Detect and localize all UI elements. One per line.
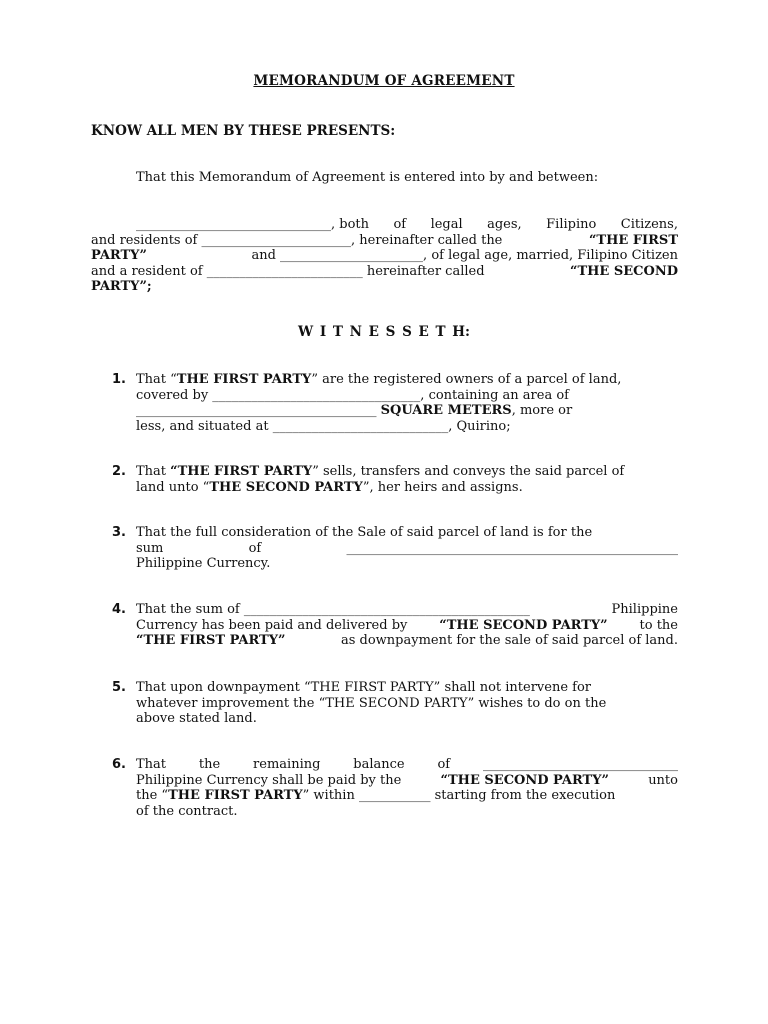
text-segment: whatever improvement the “THE SECOND PARTY” wishes to do on the [136, 695, 607, 711]
text-segment: remaining [253, 757, 321, 772]
text-segment: Filipino [546, 217, 597, 232]
clause-line [136, 773, 678, 789]
clause-number: 5. [112, 680, 126, 695]
text-segment: the [198, 757, 221, 772]
text-segment: to the [639, 617, 678, 633]
clause-line [136, 480, 678, 496]
clause-line [136, 541, 678, 557]
text-segment: and ______________________, of legal age, married, Filipino Citizen [251, 248, 678, 263]
text-segment: That “THE FIRST PARTY” sells, transfers and conveys the said parcel of [136, 464, 625, 479]
text-segment: That the sum of ____________________________________________ [136, 602, 530, 617]
clause-number: 4. [112, 602, 126, 617]
clause-item-6 [112, 757, 678, 819]
text-segment: That [136, 757, 167, 772]
clause-line [136, 602, 678, 618]
clause-line [136, 556, 678, 572]
text-segment: ___________________________________________________ [346, 540, 678, 556]
clause-item-5 [112, 680, 678, 727]
clause-line [136, 696, 678, 712]
text-segment: of the contract. [136, 803, 238, 819]
clause-number: 1. [112, 372, 126, 387]
text-segment: Philippine [611, 602, 678, 617]
bold-party-name: “THE SECOND [570, 263, 678, 279]
text-segment: Currency has been paid and delivered by [136, 617, 408, 633]
text-segment: covered by ________________________________, containing an area of [136, 387, 569, 403]
clause-line [136, 618, 678, 634]
bold-party-name: PARTY”; [91, 279, 152, 294]
text-segment: Philippine Currency shall be paid by the [136, 772, 402, 788]
text-segment: ages, [487, 217, 522, 232]
clause-line [136, 633, 678, 649]
text-segment: sum [136, 540, 164, 556]
witnesseth-heading: W I T N E S S E T H: [297, 324, 471, 340]
text-segment: of [393, 217, 407, 232]
parties-line [91, 217, 678, 233]
clause-line [136, 464, 678, 480]
clause-number: 6. [112, 757, 126, 772]
clause-line [136, 788, 678, 804]
clause-line [136, 372, 678, 388]
text-segment: less, and situated at ___________________________, Quirino; [136, 418, 511, 434]
text-segment: Philippine Currency. [136, 556, 271, 571]
text-segment: and a resident of ________________________ hereinafter called [91, 263, 485, 279]
text-segment: of [248, 540, 262, 556]
text-segment: balance [353, 757, 405, 772]
clause-item-4 [112, 602, 678, 649]
text-segment: That the full consideration of the Sale of said parcel of land is for the [136, 525, 593, 540]
text-segment: ______________________________, both [136, 217, 370, 232]
parties-paragraph [91, 217, 678, 295]
clause-line [136, 403, 678, 419]
clause-line [136, 804, 678, 820]
bold-party-name: “THE FIRST [588, 232, 678, 248]
clause-item-2 [112, 464, 678, 495]
text-segment: and residents of _______________________, hereinafter called the [91, 232, 503, 248]
clause-number: 3. [112, 525, 126, 540]
bold-party-name: “THE SECOND PARTY” [440, 772, 609, 788]
text-segment: unto [648, 772, 678, 788]
know-all-heading: KNOW ALL MEN BY THESE PRESENTS: [91, 123, 396, 139]
text-segment: above stated land. [136, 711, 257, 726]
bold-party-name: PARTY” [91, 248, 147, 263]
clause-line [136, 388, 678, 404]
clause-number: 2. [112, 464, 126, 479]
clause-item-1 [112, 372, 678, 434]
parties-line [91, 233, 678, 249]
clause-line [136, 757, 678, 773]
clause-line [136, 419, 678, 435]
parties-line [91, 264, 678, 280]
text-segment: the “THE FIRST PARTY” within ___________ starting from the execution [136, 788, 616, 803]
text-segment: Citizens, [620, 217, 678, 232]
text-segment: That upon downpayment “THE FIRST PARTY” shall not intervene for [136, 680, 591, 695]
text-segment: That “THE FIRST PARTY” are the registered owners of a parcel of land, [136, 372, 622, 387]
text-segment: as downpayment for the sale of said parcel of land. [340, 633, 678, 648]
parties-line [91, 248, 678, 264]
bold-party-name: “THE FIRST PARTY” [136, 633, 286, 648]
text-segment: land unto “THE SECOND PARTY”, her heirs and assigns. [136, 479, 523, 495]
parties-line [91, 279, 678, 295]
bold-party-name: “THE SECOND PARTY” [439, 617, 608, 633]
text-segment: legal [430, 217, 463, 232]
text-segment: _____________________________________ SQUARE METERS, more or [136, 403, 573, 418]
document-title: MEMORANDUM OF AGREEMENT [253, 73, 515, 89]
text-segment: of [437, 757, 451, 772]
text-segment: ______________________________ [482, 757, 678, 772]
clause-line [136, 680, 678, 696]
clause-line [136, 711, 678, 727]
clause-line [136, 525, 678, 541]
intro-paragraph: That this Memorandum of Agreement is entered into by and between: [136, 170, 599, 185]
clause-item-3 [112, 525, 678, 572]
